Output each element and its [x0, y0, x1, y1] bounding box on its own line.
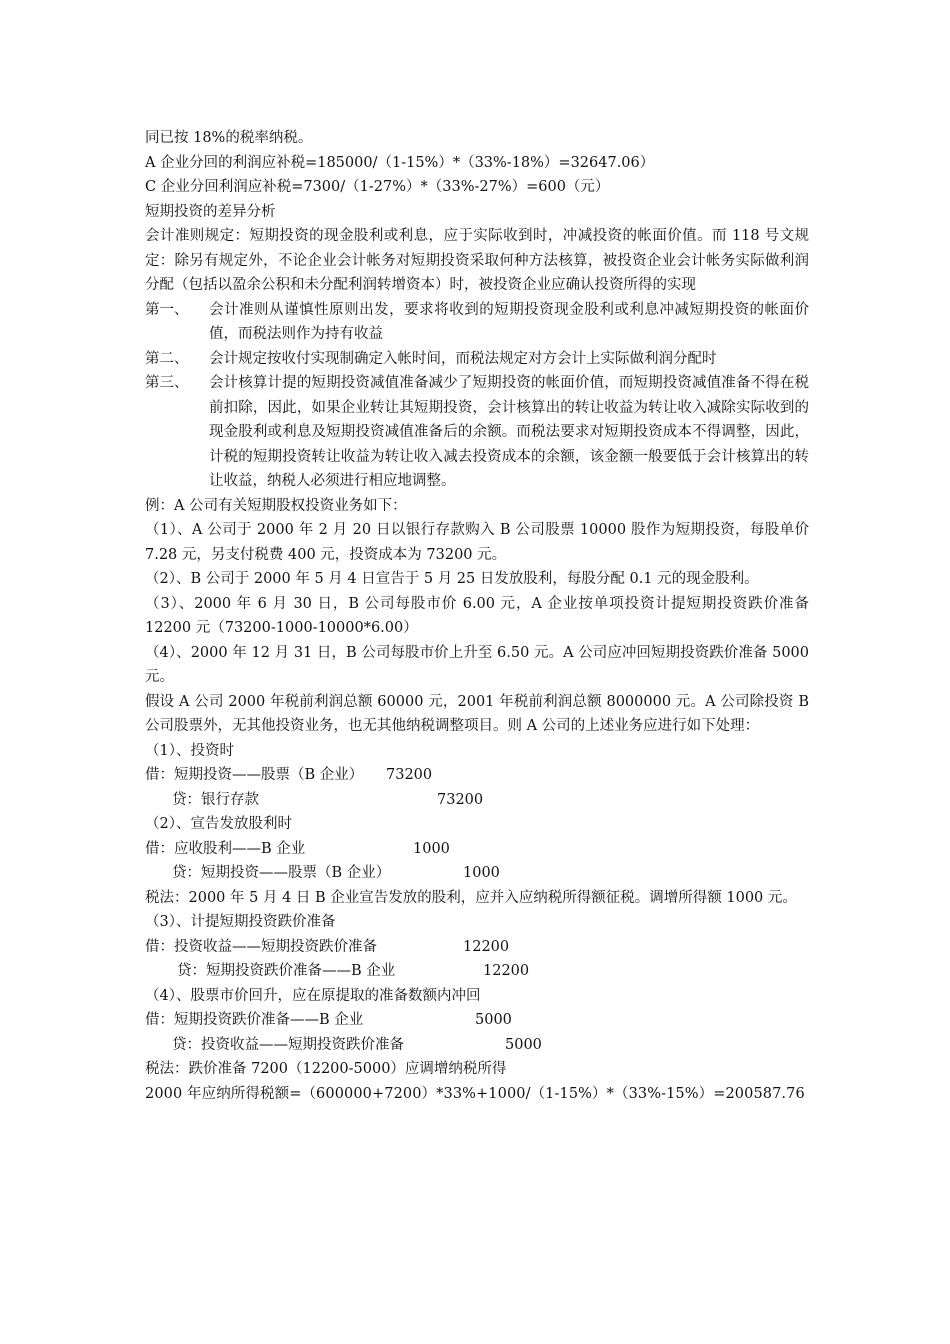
journal-credit [145, 861, 809, 886]
journal-debit [145, 1008, 809, 1033]
text-line: 同已按 18%的税率纳税。 [145, 130, 313, 146]
account-name: 贷：银行存款 [172, 791, 259, 808]
example-intro: 例：A 公司有关短期股权投资业务如下： [145, 497, 407, 514]
amount: 1000 [463, 865, 500, 881]
account-name: 贷：投资收益——短期投资跌价准备 [172, 1036, 404, 1053]
item-text: 会计准则从谨慎性原则出发，要求将收到的短期投资现金股利或利息冲减短期投资的帐面价值，而税法则作为持有收益 [209, 301, 809, 342]
account-name: 贷：短期投资跌价准备——B 企业 [177, 963, 396, 979]
tax-note: 税法：2000 年 5 月 4 日 B 企业宣告发放的股利，应并入应纳税所得额征税。调增所得额 1000 元。 [145, 889, 797, 906]
list-item [145, 298, 809, 347]
amount: 73200 [437, 791, 484, 808]
example-step: （1）、A 公司于 2000 年 2 月 20 日以银行存款购入 B 公司股票 10000 股作为短期投资，每股单价 7.28 元，另支付税费 400 元，投资成本为 73200 元。 [145, 522, 809, 563]
account-name: 借：短期投资——股票（B 企业） [145, 767, 364, 783]
amount: 1000 [413, 840, 450, 857]
item-label: 第三、 [145, 375, 189, 391]
journal-credit [145, 959, 809, 984]
example-assumption: 假设 A 公司 2000 年税前利润总额 60000 元，2001 年税前利润总额 8000000 元。A 公司除投资 B 公司股票外，无其他投资业务，也无其他纳税调整项目。则 A 公司的上述业务应进行如下处理： [145, 693, 809, 734]
account-name: 借：应收股利——B 企业 [145, 840, 306, 857]
journal-heading: （2）、宣告发放股利时 [145, 816, 292, 832]
item-label: 第二、 [145, 350, 189, 367]
text-line: C 企业分回利润应补税=7300/（1-27%）*（33%-27%）=600（元） [145, 179, 610, 195]
journal-credit [145, 1033, 809, 1058]
section-heading: 短期投资的差异分析 [145, 203, 276, 220]
amount: 73200 [386, 767, 433, 783]
journal-debit [145, 763, 809, 788]
list-item [145, 347, 809, 372]
amount: 5000 [505, 1036, 542, 1053]
tax-note: 税法：跌价准备 7200（12200-5000）应调增纳税所得 [145, 1061, 507, 1077]
document-page [145, 126, 809, 1106]
journal-debit [145, 837, 809, 862]
item-text: 会计规定按收付实现制确定入帐时间，而税法规定对方会计上实际做利润分配时 [209, 350, 717, 367]
journal-heading: （3）、计提短期投资跌价准备 [145, 914, 336, 930]
amount: 12200 [483, 963, 530, 979]
list-item [145, 371, 809, 494]
example-step: （4）、2000 年 12 月 31 日，B 公司每股市价上升至 6.50 元。A 公司应冲回短期投资跌价准备 5000 元。 [145, 644, 809, 685]
item-text: 会计核算计提的短期投资减值准备减少了短期投资的帐面价值，而短期投资减值准备不得在税前扣除，因此，如果企业转让其短期投资，会计核算出的转让收益为转让收入减除实际收到的现金股利或利息及短期投资减值准备后的余额。而税法要求对短期投资成本不得调整，因此，计税的短期投资转让收益为转让收入减去投资成本的余额，该金额一般要低于会计核算出的转让收益，纳税人必须进行相应地调整。 [209, 375, 809, 489]
account-name: 借：投资收益——短期投资跌价准备 [145, 938, 377, 955]
journal-heading: （4）、股票市价回升，应在原提取的准备数额内冲回 [145, 987, 481, 1004]
tax-calculation: 2000 年应纳所得税额=（600000+7200）*33%+1000/（1-15%）*（33%-15%）=200587.76 [145, 1085, 805, 1102]
example-step: （2）、B 公司于 2000 年 5 月 4 日宣告于 5 月 25 日发放股利，每股分配 0.1 元的现金股利。 [145, 571, 759, 587]
journal-credit [145, 788, 809, 813]
paragraph-accounting-rule: 会计准则规定：短期投资的现金股利或利息，应于实际收到时，冲减投资的帐面价值。而 118 号文规定：除另有规定外，不论企业会计帐务对短期投资采取何种方法核算，被投资企业会计帐务实际做利润分配（包括以盈余公积和未分配利润转增资本）时，被投资企业应确认投资所得的实现 [145, 228, 809, 293]
journal-debit [145, 935, 809, 960]
journal-heading: （1）、投资时 [145, 742, 234, 759]
account-name: 借：短期投资跌价准备——B 企业 [145, 1012, 364, 1028]
account-name: 贷：短期投资——股票（B 企业） [172, 865, 391, 881]
amount: 5000 [475, 1012, 512, 1028]
item-label: 第一、 [145, 301, 189, 318]
example-step: （3）、2000 年 6 月 30 日，B 公司每股市价 6.00 元，A 企业按单项投资计提短期投资跌价准备 12200 元（73200-1000-10000*6.00） [145, 595, 809, 636]
amount: 12200 [463, 938, 510, 955]
text-line: A 企业分回的利润应补税=185000/（1-15%）*（33%-18%）=32647.06） [145, 154, 655, 171]
